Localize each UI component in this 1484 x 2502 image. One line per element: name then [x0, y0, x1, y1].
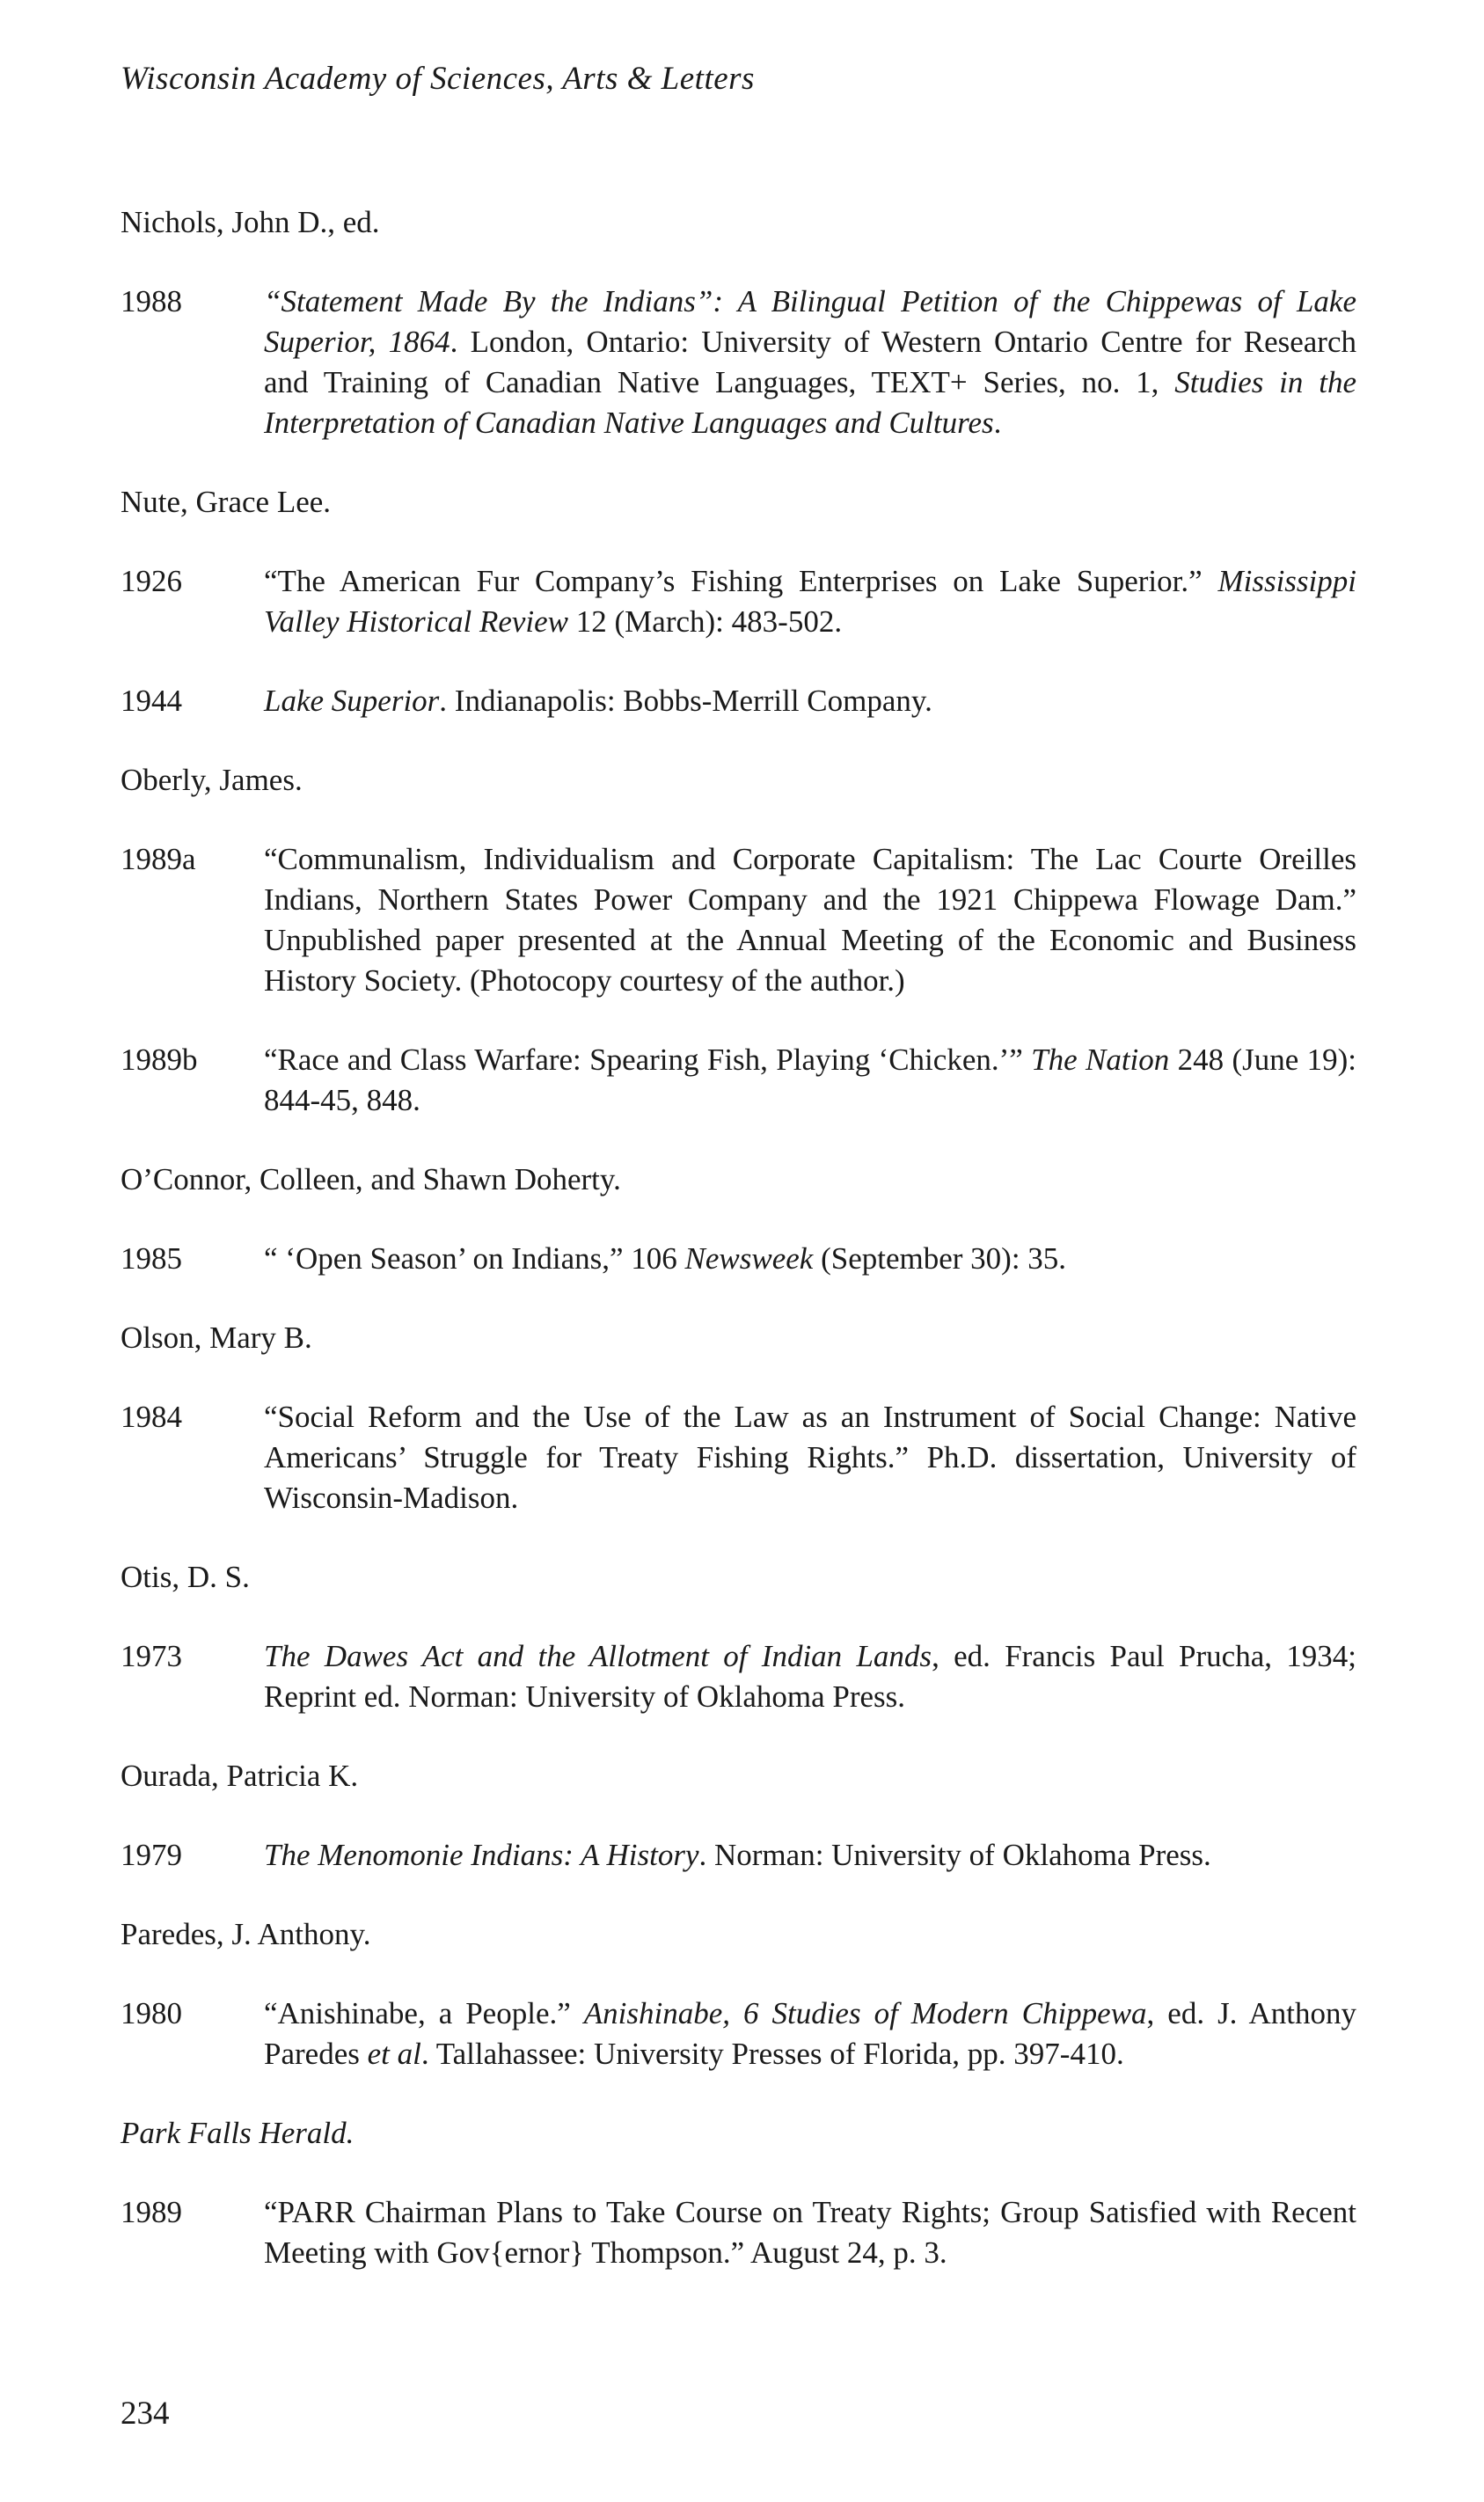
entry-year: 1979	[121, 1838, 182, 1872]
citation-text: . Indianapolis: Bobbs-Merrill Company.	[439, 684, 932, 718]
entry-citation	[264, 2192, 1356, 2273]
citation-text: “Communalism, Individualism and Corporate Capitalism: The Lac Courte Oreilles Indians, Northern States Power Company and the 1921 Chippewa Flowage Dam.” Unpublished paper presented at the Annual Meeting of the Economic and Business History Society. (Photocopy courtesy of the author.)	[264, 842, 1356, 998]
entry-citation	[264, 839, 1356, 1001]
entry-year: 1984	[121, 1400, 182, 1434]
citation-text: “Anishinabe, a People.”	[264, 1996, 584, 2030]
citation-text: “Race and Class Warfare: Spearing Fish, Playing ‘Chicken.’”	[264, 1042, 1032, 1077]
entry-year: 1989b	[121, 1042, 198, 1077]
citation-text: 12 (March): 483-502.	[568, 604, 843, 639]
bibliography-entry	[121, 1397, 1356, 1518]
citation-title-italic: Lake Superior	[264, 684, 440, 718]
author-heading: Olson, Mary B.	[121, 1320, 312, 1355]
entry-citation	[264, 561, 1356, 642]
entry-year: 1980	[121, 1996, 182, 2030]
citation-title-italic: The Menomonie Indians: A History	[264, 1838, 699, 1872]
bibliography-entry	[121, 1835, 1356, 1876]
page-number: 234	[121, 2396, 170, 2432]
entry-citation	[264, 1397, 1356, 1518]
bibliography-entry	[121, 839, 1356, 1001]
citation-title-italic: et al	[367, 2037, 421, 2071]
entry-year: 1944	[121, 684, 182, 718]
author-heading: Paredes, J. Anthony.	[121, 1917, 371, 1951]
citation-text: . Norman: University of Oklahoma Press.	[698, 1838, 1211, 1872]
entry-citation	[264, 681, 1356, 721]
entry-year: 1985	[121, 1241, 182, 1276]
citation-text: , ed. Francis Paul Prucha, 1934; Reprint ed. Norman: University of Oklahoma Press.	[264, 1639, 1356, 1714]
citation-text: “ ‘Open Season’ on Indians,” 106	[264, 1241, 685, 1276]
author-heading: Nichols, John D., ed.	[121, 205, 380, 239]
bibliography-entry	[121, 1636, 1356, 1717]
entry-citation	[264, 1835, 1356, 1876]
entry-year: 1926	[121, 564, 182, 598]
citation-text: .	[993, 406, 1002, 440]
citation-title-italic: The Dawes Act and the Allotment of Indian Lands	[264, 1639, 932, 1673]
author-heading: Nute, Grace Lee.	[121, 485, 332, 519]
entry-year: 1989	[121, 2195, 182, 2229]
citation-text: “PARR Chairman Plans to Take Course on Treaty Rights; Group Satisfied with Recent Meeting with Gov{ernor} Thompson.” August 24, p. 3.	[264, 2195, 1356, 2270]
entry-citation	[264, 1040, 1356, 1121]
citation-text: “The American Fur Company’s Fishing Enterprises on Lake Superior.”	[264, 564, 1218, 598]
citation-title-italic: The Nation	[1031, 1042, 1170, 1077]
bibliography-entry	[121, 681, 1356, 721]
entry-citation	[264, 1239, 1356, 1279]
entry-year: 1973	[121, 1639, 182, 1673]
author-heading: Oberly, James.	[121, 763, 303, 797]
entry-citation	[264, 282, 1356, 443]
citation-text: . London, Ontario: University of Western Ontario Centre for Research and Training of Canadian Native Languages, TEXT+ Series, no. 1,	[264, 325, 1356, 399]
entry-year: 1988	[121, 284, 182, 318]
author-heading: Otis, D. S.	[121, 1560, 250, 1594]
citation-title-italic: Anishinabe, 6 Studies of Modern Chippewa	[583, 1996, 1147, 2030]
citation-text: (September 30): 35.	[813, 1241, 1067, 1276]
entry-citation	[264, 1994, 1356, 2074]
citation-text: “Social Reform and the Use of the Law as an Instrument of Social Change: Native Americans’ Struggle for Treaty Fishing Rights.” Ph.D. dissertation, University of Wisconsin-Madison.	[264, 1400, 1356, 1515]
citation-text: , ed. J. Anthony Paredes	[264, 1996, 1356, 2071]
bibliography-entry	[121, 561, 1356, 642]
bibliography-list	[121, 202, 1356, 2312]
bibliography-entry	[121, 1239, 1356, 1279]
running-header: Wisconsin Academy of Sciences, Arts & Letters	[121, 61, 755, 97]
bibliography-entry	[121, 1994, 1356, 2074]
citation-text: . Tallahassee: University Presses of Florida, pp. 397-410.	[420, 2037, 1124, 2071]
bibliography-entry	[121, 282, 1356, 443]
citation-title-italic: “Statement Made By the Indians”: A Bilingual Petition of the Chippewas of Lake Superior, 1864	[264, 284, 1356, 359]
bibliography-entry	[121, 2192, 1356, 2273]
entry-year: 1989a	[121, 842, 196, 876]
citation-title-italic: Mississippi Valley Historical Review	[264, 564, 1356, 639]
author-heading: Park Falls Herald.	[121, 2116, 355, 2150]
author-heading: Ourada, Patricia K.	[121, 1759, 359, 1793]
citation-title-italic: Studies in the Interpretation of Canadian Native Languages and Cultures	[264, 365, 1356, 440]
citation-title-italic: Newsweek	[684, 1241, 814, 1276]
bibliography-entry	[121, 1040, 1356, 1121]
entry-citation	[264, 1636, 1356, 1717]
author-heading: O’Connor, Colleen, and Shawn Doherty.	[121, 1162, 621, 1196]
citation-text: 248 (June 19): 844-45, 848.	[264, 1042, 1356, 1117]
